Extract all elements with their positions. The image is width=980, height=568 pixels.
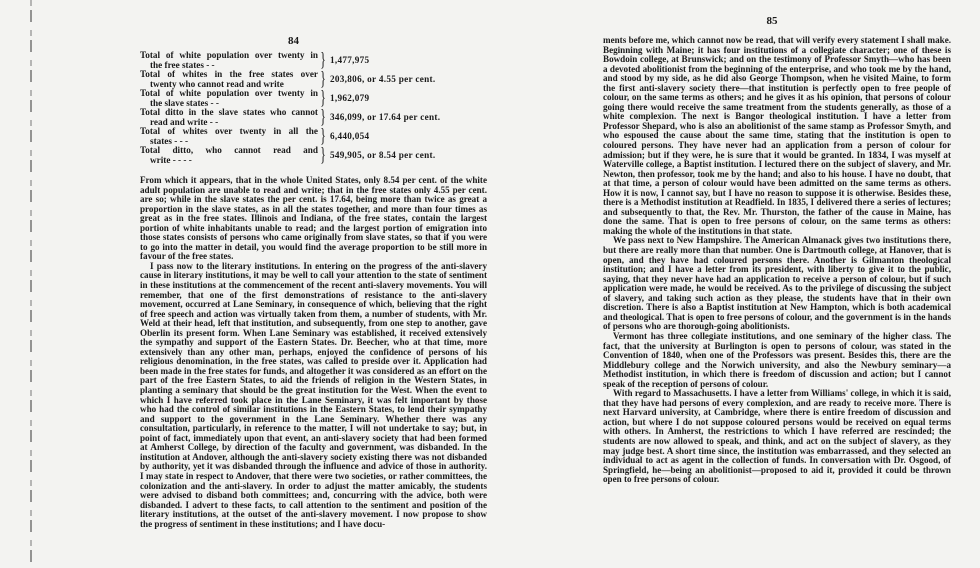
- paragraph: With regard to Massachusetts. I have a letter from Williams' college, in which it is said, that they have had persons of every complexion, and are ready to receive more. There is next Harvard university, at Cambridge, where there is entire freedom of discussion and action, but where I do not suppose coloured persons would be received on equal terms with others. In Amherst, the restrictions to which I have referred are rescinded; the students are now allowed to speak, and think, and act on the subject of slavery, as they may judge best. A short time since, the institution was embarrassed, and they selected an individual to act as agent in the collection of funds. In conversation with Dr. Osgood, of Springfield, he—being an abolitionist—proposed to aid it, provided it could be thrown open to free persons of colour.: [603, 388, 951, 485]
- left-page-body: [140, 176, 487, 529]
- paragraph: I pass now to the literary institutions. In entering on the progress of the anti-slavery cause in literary institutions, it may be well to call your attention to the state of sentiment in these institutions at the commencement of the recent anti-slavery movements. You will remember, that one of the first demonstrations of resistance to the anti-slavery movement, occurred at Lane Seminary, in consequence of which, believing that the right of free speech and action was virtually taken from them, a number of students, with Mr. Weld at their head, left that institution, and subsequently, from one step to another, gave Oberlin its present form. When Lane Seminary was established, it received extensively the sympathy and support of the Eastern States. Dr. Beecher, who at that time, more extensively than any other man, perhaps, enjoyed the confidence of persons of his religious denomination, in the free states, was called to preside over it. Application had been made in the free states for funds, and altogether it was considered as an effort on the part of the free Eastern States, to aid the friends of religion in the Western States, in planting a seminary that should be the great institution for the West. When the event to which I have referred took place in the Lane Seminary, it was felt important by those who had the control of similar institutions in the Eastern States, to lend their sympathy and support to the government in the Lane Seminary. Whether there was any consultation, particularly, in reference to the matter, I will not undertake to say; but, in point of fact, immediately upon that event, an anti-slavery society that had been formed at Amherst College, by direction of the faculty and government, was disbanded. In the institution at Andover, although the anti-slavery society existing there was not disbanded by authority, yet it was disbanded through the influence and advice of those in authority. I may state in respect to Andover, that there were two societies, or rather committees, the colonization and the anti-slavery. In order to adjust the matter amicably, the students were advised to disband both committees; and, concurring with the advice, both were disbanded. I advert to these facts, to call attention to the sentiment and position of the literary institutions, at the outset of the anti-slavery movement. I now propose to show the progress of sentiment in these institutions; and I have docu-: [140, 260, 487, 529]
- stats-value: 6,440,054: [330, 130, 370, 141]
- stats-label: Total of whites over twenty in all the: [140, 126, 318, 136]
- paragraph: From which it appears, that in the whole United States, only 8.54 per cent. of the white adult population are unable to read and write; that in the free states only 4.55 per cent. are so; while in the slave states the per cent. is 17.64, being more than twice as great a proportion in the slave states, as in all the states together, and more than four times as great as in the free states. Illinois and Indiana, of the free states, contain the largest portion of white inhabitants unable to read; and the largest portion of emigration into those states consists of persons who came originally from slave states, so that if you were to go into the matter in detail, you would find the average proportion to be still more in favour of the free states.: [140, 175, 487, 262]
- paragraph: Vermont has three collegiate institutions, and one seminary of the higher class. The fact, that the university at Burlington is open to persons of colour, was stated in the Convention of 1840, when one of the Professors was present. Besides this, there are the Middlebury college and the Norwich university, and also the Newbury seminary—a Methodist institution, in which there is freedom of discussion and action; but I cannot speak of the reception of persons of colour.: [603, 330, 951, 389]
- brace-icon: }: [320, 68, 326, 90]
- right-page: [603, 0, 951, 485]
- stats-label: Total of white population over twenty in: [140, 88, 318, 98]
- page-number: 85: [766, 15, 778, 27]
- stats-label: Total of white population over twenty in: [140, 50, 318, 60]
- stats-label: Total ditto in the slave states who cannot: [140, 107, 318, 117]
- stats-value: 346,099, or 17.64 per cent.: [330, 111, 441, 122]
- stats-row: [140, 70, 487, 89]
- page-number: 84: [288, 35, 299, 47]
- scan-edge-shadow: [30, 0, 32, 568]
- paragraph: We pass next to New Hampshire. The American Almanack gives two institutions there, but there are really more than that number. One is Dartmouth college, at Hanover, that is open, and they have had coloured persons there. Another is Gilmanton theological institution; and I have a letter from its president, with liberty to give it to the public, saying, that they never have had an application to receive a person of colour, but if such application were made, he would be received. As to the privilege of discussing the subject of slavery, and taking such action as they please, the students have that in their own discretion. There is also a Baptist institution at New Hampton, which is both academical and theological. That is open to free persons of colour, and the government is in the hands of persons who are thorough-going abolitionists.: [603, 235, 951, 332]
- paragraph: ments before me, which cannot now be read, that will verify every statement I shall make. Beginning with Maine; it has four institutions of a collegiate character; one of these is Bowdoin college, at Brunswick; and on the testimony of Professor Smyth—who has been a devoted abolitionist from the beginning of the enterprise, and who took me by the hand, and stood by my side, as he did also George Thompson, when he visited Maine, to form the first anti-slavery society there—that institution is perfectly open to free people of colour, on the same terms as others; and he gives it as his opinion, that persons of colour going there would receive the same treatment from the students generally, as those of a white complexion. The next is Bangor theological institution. I have a letter from Professor Shepard, who is also an abolitionist of the same stamp as Professor Smyth, and who espoused the cause about the same time, stating that the institution is open to coloured persons. They have never had an application from a person of colour for admission; but if they were, he is sure that it would be granted. In 1834, I was myself at Waterville college, a Baptist institution. I lectured there on the subject of slavery, and Mr. Newton, then professor, took me by the hand; and also to his house. I have no doubt, that at that time, a person of colour would have been admitted on the same terms as others. How it is now, I cannot say, but I have no reason to suppose it is otherwise. Besides these, there is a Methodist institution at Readfield. In 1835, I delivered there a series of lectures; and subsequently to that, the Rev. Mr. Thurston, the father of the cause in Maine, has done the same. That is open to free persons of colour, on the same terms as others: making the whole of the institutions in that state.: [603, 35, 951, 236]
- stats-label-cont: the free states - -: [150, 59, 215, 70]
- brace-icon: }: [320, 106, 326, 128]
- stats-label-cont: write - - - -: [150, 154, 192, 165]
- stats-label: Total ditto, who cannot read and: [140, 145, 318, 155]
- brace-icon: }: [320, 49, 326, 71]
- stats-value: 549,905, or 8.54 per cent.: [330, 149, 436, 160]
- literacy-stats-table: [140, 51, 487, 165]
- brace-icon: }: [320, 125, 326, 147]
- stats-value: 203,806, or 4.55 per cent.: [330, 73, 436, 84]
- stats-row: [140, 108, 487, 127]
- stats-label-cont: the slave states - -: [150, 97, 219, 108]
- stats-value: 1,962,079: [330, 92, 370, 103]
- stats-row: [140, 127, 487, 146]
- stats-row: [140, 51, 487, 70]
- brace-icon: }: [320, 144, 326, 166]
- stats-label-cont: states - - -: [150, 135, 189, 146]
- stats-row: [140, 146, 487, 165]
- stats-row: [140, 89, 487, 108]
- stats-value: 1,477,975: [330, 54, 370, 65]
- stats-label-cont: twenty who cannot read and write: [150, 78, 284, 89]
- brace-icon: }: [320, 87, 326, 109]
- stats-label-cont: read and write - -: [150, 116, 219, 127]
- stats-label: Total of whites in the free states over: [140, 69, 318, 79]
- left-page: [140, 0, 487, 529]
- right-page-body: [603, 36, 951, 485]
